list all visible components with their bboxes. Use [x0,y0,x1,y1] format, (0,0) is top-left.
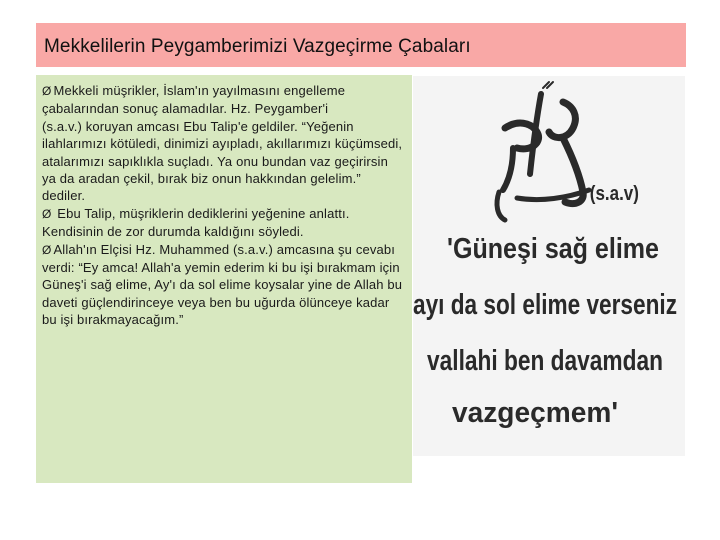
paragraph-text: Ebu Talip, müşriklerin dediklerini yeğenine anlattı. Kendisinin de zor durumda kaldığını söyledi. [42,205,350,240]
quote-line-2: ayı da sol elime verseniz [413,289,677,321]
quote-line-1: 'Güneşi sağ elime [447,233,659,265]
quote-line-4: vazgeçmem' [452,397,618,429]
slide-title: Mekkelilerin Peygamberimizi Vazgeçirme Çabaları [44,36,471,57]
calligraphy-label: (s.a.v) [589,181,639,205]
paragraph-text: Allah'ın Elçisi Hz. Muhammed (s.a.v.) amcasına şu cevabı verdi: “Ey amca! Allah'a yemin ederim ki bu işi bırakmam için Güneş'i sağ elime, Ay'ı da sol elime koysalar yine de Allah bu daveti güçlendirinceye veya ben bu uğurda ölünceye kadar bu işi bırakmayacağım.” [42,241,403,328]
paragraph-text: (s.a.v.) koruyan amcası Ebu Talip'e geldiler. “Yeğenin ilahlarımızı kötüledi, dinimizi ayıpladı, akıllarımızı küçümsedi, atalarımızı sapıklıkla suçladı. Ya onu bundan vaz geçirirsin ya da aradan çekil, bırak biz onun hakkından gelelim.” dediler. [42,118,403,204]
paragraph-text: Mekkeli müşrikler, İslam'ın yayılmasını engelleme çabalarından sonuç alamadılar. Hz. Peygamber'i [42,83,346,117]
quote-image-svg [413,76,685,456]
paragraph-4 [42,241,404,329]
slide-title-bar [36,23,686,67]
paragraph-3 [42,205,404,241]
paragraph-2 [42,118,404,205]
text-body [42,82,404,329]
muhammad-calligraphy-icon [497,82,589,220]
arrow-bullet-icon: Ø [42,206,52,221]
quote-image [413,76,685,456]
text-panel [36,75,412,483]
quote-line-3: vallahi ben davamdan [427,345,663,377]
arrow-bullet-icon: Ø [42,242,52,257]
arrow-bullet-icon: Ø [42,84,52,98]
paragraph-1 [42,82,404,118]
